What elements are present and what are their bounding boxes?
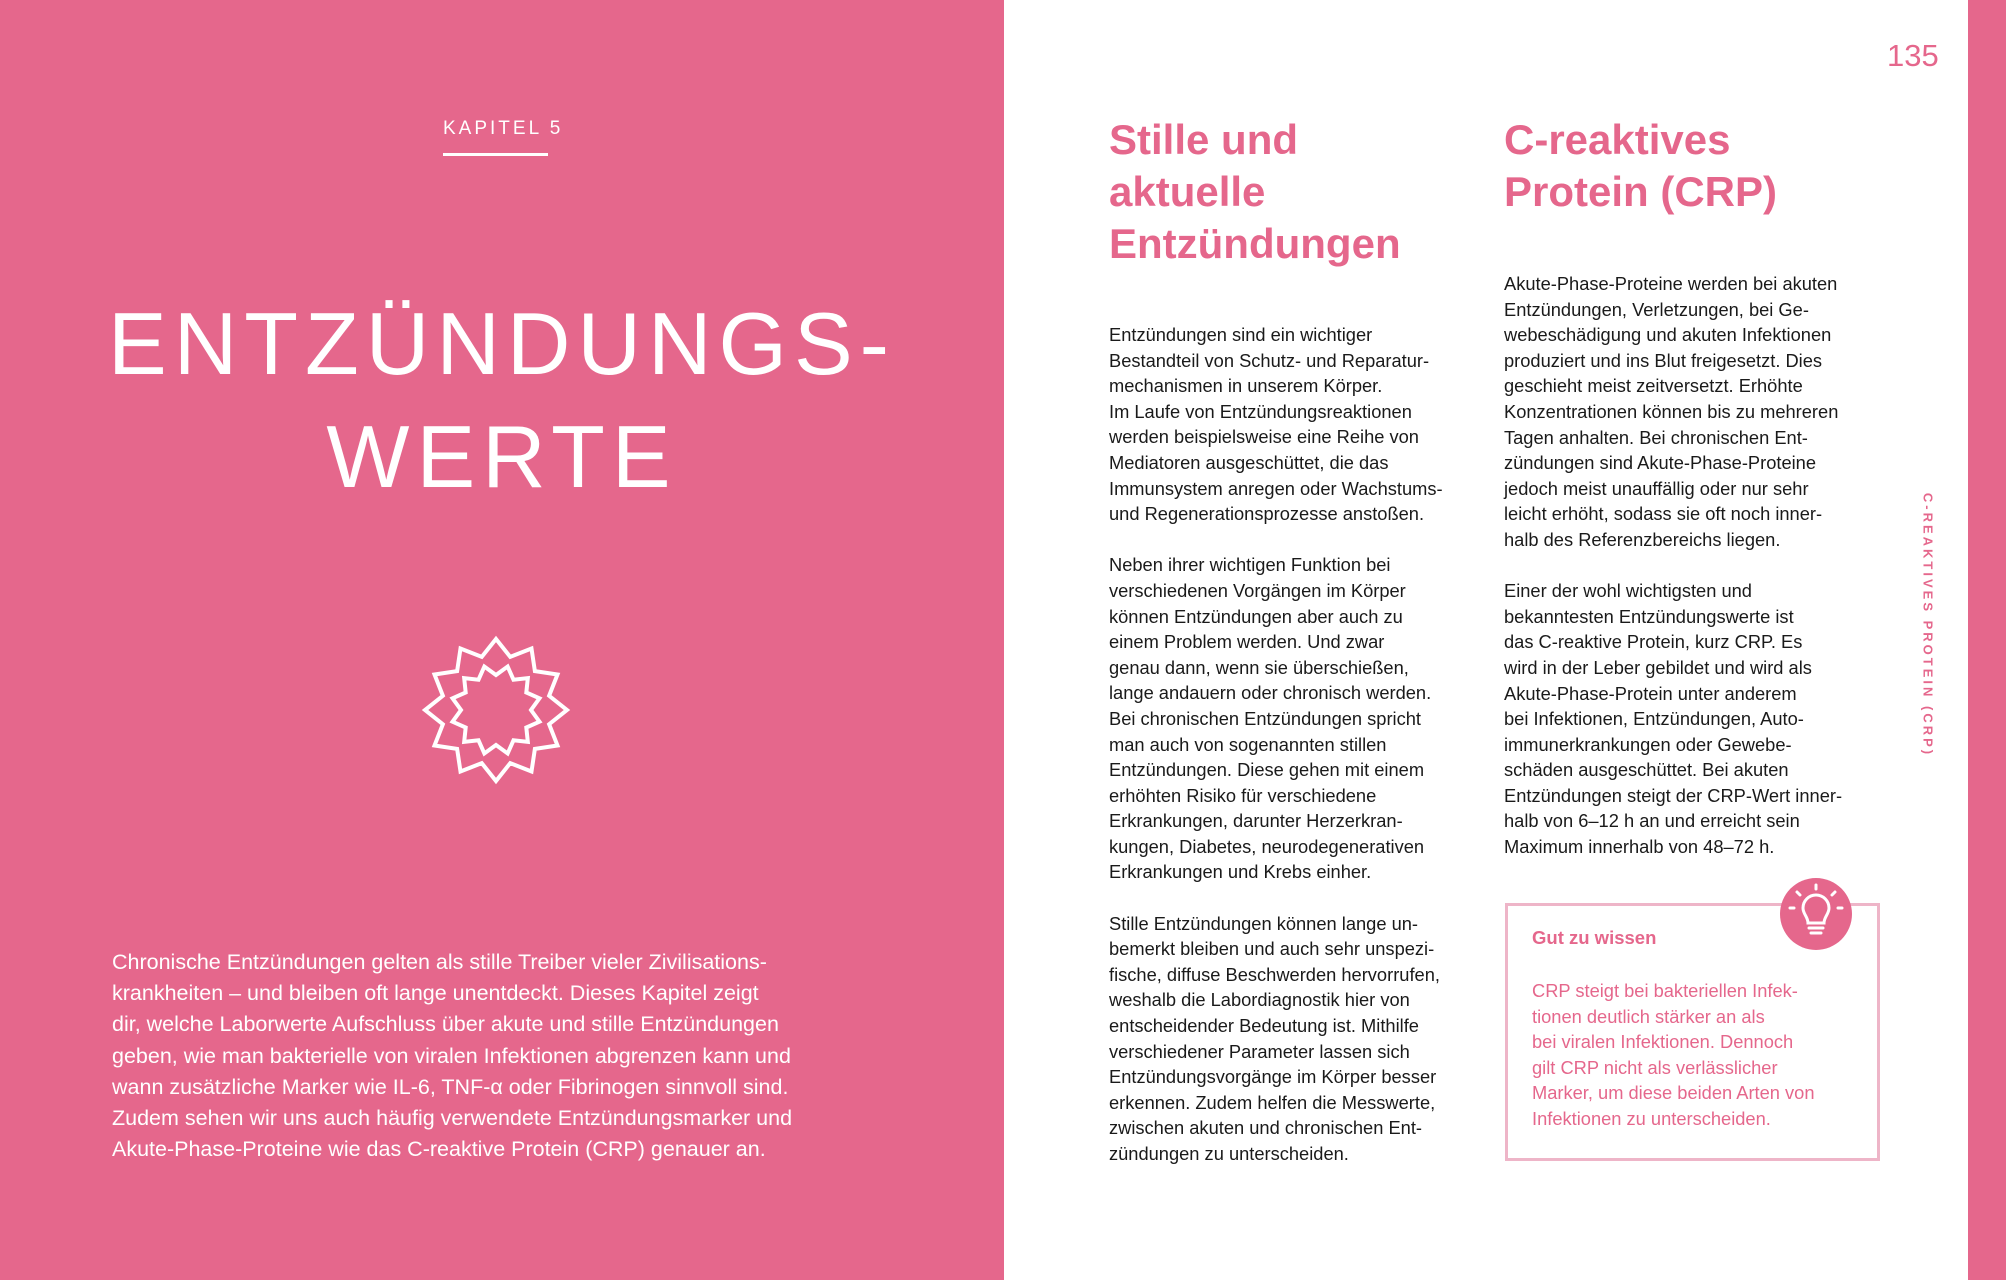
intro-line: krankheiten – und bleiben oft lange unentdeckt. Dieses Kapitel zeigt <box>112 981 759 1006</box>
paragraph-gap <box>1109 885 1443 911</box>
text-line: Bei chronischen Entzündungen spricht <box>1109 707 1421 729</box>
text-line: kungen, Diabetes, neurodegenerativen <box>1109 835 1425 857</box>
text-line: erkennen. Zudem helfen die Messwerte, <box>1109 1091 1436 1113</box>
info-line: Marker, um diese beiden Arten von <box>1532 1082 1815 1104</box>
text-line: webeschädigung und akuten Infektionen <box>1504 324 1832 346</box>
text-line: leicht erhöht, sodass sie oft noch inner- <box>1504 503 1823 525</box>
text-line: Maximum innerhalb von 48–72 h. <box>1504 836 1775 858</box>
text-line: weshalb die Labordiagnostik hier von <box>1109 989 1410 1011</box>
text-line: Immunsystem anregen oder Wachstums- <box>1109 477 1443 499</box>
info-line: tionen deutlich stärker an als <box>1532 1005 1765 1027</box>
info-line: Infektionen zu unterscheiden. <box>1532 1107 1771 1129</box>
text-line: genau dann, wenn sie überschießen, <box>1109 656 1409 678</box>
text-line: Erkrankungen, darunter Herzerkran- <box>1109 810 1403 832</box>
text-line: Neben ihrer wichtigen Funktion bei <box>1109 554 1391 576</box>
text-line: können Entzündungen aber auch zu <box>1109 605 1403 627</box>
heading-line: Stille und <box>1109 116 1298 163</box>
intro-line: Chronische Entzündungen gelten als stille Treiber vieler Zivilisations- <box>112 950 767 974</box>
text-line: Entzündungen steigt der CRP-Wert inner- <box>1504 784 1843 806</box>
text-line: immunerkrankungen oder Gewebe- <box>1504 733 1792 755</box>
info-line: bei viralen Infektionen. Dennoch <box>1532 1031 1794 1053</box>
text-line: Tagen anhalten. Bei chronischen Ent- <box>1504 426 1808 448</box>
text-line: mechanismen in unserem Körper. <box>1109 375 1383 397</box>
intro-line: wann zusätzliche Marker wie IL-6, TNF-α oder Fibrinogen sinnvoll sind. <box>112 1074 789 1099</box>
info-box-text <box>1532 978 1815 1132</box>
text-line: bekanntesten Entzündungswerte ist <box>1504 605 1794 627</box>
text-line: und Regenerationsprozesse anstoßen. <box>1109 503 1425 525</box>
text-line: zündungen zu unterscheiden. <box>1109 1143 1349 1164</box>
text-line: geschieht meist zeitversetzt. Erhöhte <box>1504 375 1803 397</box>
text-line: Bestandteil von Schutz- und Reparatur- <box>1109 349 1430 371</box>
lightbulb-icon <box>1778 876 1854 952</box>
text-line: fische, diffuse Beschwerden hervorrufen, <box>1109 963 1440 985</box>
intro-line: Akute-Phase-Proteine wie das C-reaktive Protein (CRP) genauer an. <box>112 1137 766 1162</box>
paragraph-gap <box>1504 553 1842 579</box>
text-line: zündungen sind Akute-Phase-Proteine <box>1504 452 1817 474</box>
text-line: Einer der wohl wichtigsten und <box>1504 580 1752 602</box>
text-line: Entzündungsvorgänge im Körper besser <box>1109 1066 1437 1088</box>
heading-line: Entzündungen <box>1109 220 1401 267</box>
text-line: man auch von sogenannten stillen <box>1109 733 1387 755</box>
text-line: Entzündungen, Verletzungen, bei Ge- <box>1504 298 1809 320</box>
text-line: Entzündungen sind ein wichtiger <box>1109 324 1373 345</box>
text-line: Akute-Phase-Proteine werden bei akuten <box>1504 273 1838 294</box>
heading-line: Protein (CRP) <box>1504 168 1777 215</box>
info-line: gilt CRP nicht als verlässlicher <box>1532 1056 1778 1078</box>
text-line: einem Problem werden. Und zwar <box>1109 631 1385 653</box>
text-line: Entzündungen. Diese gehen mit einem <box>1109 759 1425 781</box>
text-line: jedoch meist unauffällig oder nur sehr <box>1504 477 1809 499</box>
text-line: verschiedener Parameter lassen sich <box>1109 1040 1410 1062</box>
heading-line: aktuelle <box>1109 168 1266 215</box>
intro-line: dir, welche Laborwerte Aufschluss über akute und stille Entzündungen <box>112 1012 779 1037</box>
inflammation-sun-icon <box>420 634 572 786</box>
text-line: Mediatoren ausgeschüttet, die das <box>1109 451 1389 473</box>
chapter-underline <box>443 153 548 156</box>
text-line: produziert und ins Blut freigesetzt. Dies <box>1504 349 1823 371</box>
text-line: werden beispielsweise eine Reihe von <box>1109 426 1419 448</box>
info-line: CRP steigt bei bakteriellen Infek- <box>1532 980 1798 1001</box>
section-heading-crp <box>1504 114 1777 218</box>
intro-line: geben, wie man bakterielle von viralen Infektionen abgrenzen kann und <box>112 1043 791 1068</box>
text-line: lange andauern oder chronisch werden. <box>1109 682 1432 704</box>
column-2-body <box>1504 271 1842 860</box>
column-1-body <box>1109 322 1443 1167</box>
chapter-label: KAPITEL 5 <box>443 118 564 139</box>
chapter-intro <box>112 947 902 1165</box>
heading-line: C-reaktives <box>1504 116 1731 163</box>
info-box-title: Gut zu wissen <box>1532 927 1657 948</box>
text-line: Konzentrationen können bis zu mehreren <box>1504 400 1839 422</box>
text-line: entscheidender Bedeutung ist. Mithilfe <box>1109 1015 1419 1037</box>
page-number: 135 <box>1887 38 1939 73</box>
chapter-title-line-2: WERTE <box>326 407 678 506</box>
text-line: wird in der Leber gebildet und wird als <box>1504 656 1812 678</box>
text-line: das C-reaktive Protein, kurz CRP. Es <box>1504 631 1803 653</box>
text-line: bemerkt bleiben und auch sehr unspezi- <box>1109 938 1435 960</box>
text-line: zwischen akuten und chronischen Ent- <box>1109 1117 1422 1139</box>
text-line: bei Infektionen, Entzündungen, Auto- <box>1504 708 1804 730</box>
running-section-label: C-REAKTIVES PROTEIN (CRP) <box>1920 492 1936 758</box>
page-edge-strip <box>1968 0 2006 1280</box>
text-line: Im Laufe von Entzündungsreaktionen <box>1109 400 1412 422</box>
text-line: schäden ausgeschüttet. Bei akuten <box>1504 759 1789 781</box>
text-line: Akute-Phase-Protein unter anderem <box>1504 682 1797 704</box>
section-heading-silent-inflammation <box>1109 114 1401 270</box>
text-line: halb des Referenzbereichs liegen. <box>1504 528 1781 550</box>
text-line: erhöhten Risiko für verschiedene <box>1109 784 1377 806</box>
chapter-title-line-1: ENTZÜNDUNGS- <box>108 294 896 393</box>
text-line: halb von 6–12 h an und erreicht sein <box>1504 810 1800 832</box>
text-line: Erkrankungen und Krebs einher. <box>1109 861 1372 883</box>
intro-line: Zudem sehen wir uns auch häufig verwendete Entzündungsmarker und <box>112 1106 793 1131</box>
text-line: verschiedenen Vorgängen im Körper <box>1109 579 1406 601</box>
paragraph-gap <box>1109 527 1443 553</box>
text-line: Stille Entzündungen können lange un- <box>1109 912 1418 934</box>
